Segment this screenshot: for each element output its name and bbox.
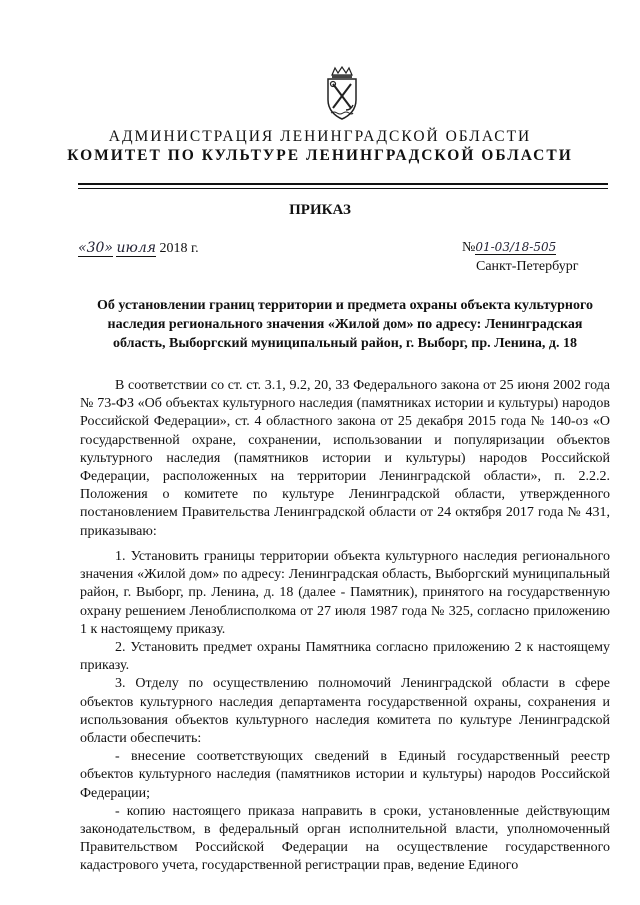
order-items: [80, 548, 610, 876]
number-prefix: №: [462, 240, 476, 255]
order-item-1: 1. Установить границы территории объекта культурного наследия регионального значения «Жилой дом» по адресу: Ленинградская область, Выборгский муниципальный район, г. Выборг, пр. Ленина, д. 18 (далее - Памятник), принятого на государственную охрану решением Леноблисполкома от 27 июля 1987 года № 325, согласно приложению 1 к настоящему приказу.: [80, 549, 610, 637]
header-divider-thick: [78, 183, 608, 185]
order-item-3: 3. Отделу по осуществлению полномочий Ленинградской области в сфере объектов культурного наследия департамента государственной охраны, сохранения и использования объектов культурного наследия комитета по культуре Ленинградской области обеспечить:: [80, 676, 610, 747]
order-subitem-1: - внесение соответствующих сведений в Единый государственный реестр объектов культурного наследия (памятников истории и культуры) народов Российской Федерации;: [80, 749, 610, 801]
preamble: [80, 377, 610, 541]
date-year: 2018 г.: [159, 241, 199, 256]
document-type: ПРИКАЗ: [289, 202, 351, 218]
document-city: Санкт-Петербург: [476, 259, 579, 274]
preamble-text: В соответствии со ст. ст. 3.1, 9.2, 20, 33 Федерального закона от 25 июня 2002 года № 73-ФЗ «Об объектах культурного наследия (памятниках истории и культуры) народов Российской Федерации», ст. 4 областного закона от 25 декабря 2015 года № 140-оз «О государственной охране, сохранении, использовании и популяризации объектов культурного наследия (памятников истории и культуры) народов Российской Федерации, расположенных на территории Ленинградской области», п. 2.2.2. Положения о комитете по культуре Ленинградской области, утвержденного постановлением Правительства Ленинградской области от 24 октября 2017 года № 431, приказываю:: [80, 378, 610, 539]
date-open-quote: «: [78, 240, 87, 256]
coat-of-arms-icon: [322, 66, 362, 120]
document-number: [462, 240, 556, 256]
order-item-2: 2. Установить предмет охраны Памятника согласно приложению 2 к настоящему приказу.: [80, 640, 610, 674]
header-divider-thin: [78, 188, 608, 189]
committee-name: КОМИТЕТ ПО КУЛЬТУРЕ ЛЕНИНГРАДСКОЙ ОБЛАСТИ: [67, 147, 573, 164]
organization-name: АДМИНИСТРАЦИЯ ЛЕНИНГРАДСКОЙ ОБЛАСТИ: [108, 128, 532, 145]
date-close-quote: »: [104, 240, 113, 256]
date-day: 30: [86, 240, 105, 256]
number-value: 01-03/18-505: [475, 240, 557, 254]
document-date: [78, 240, 199, 257]
order-subitem-2: - копию настоящего приказа направить в сроки, установленные действующим законодательством, в федеральный орган исполнительной власти, уполномоченный Правительством Российской Федерации на осуществление государственного кадастрового учета, государственной регистрации прав, ведение Единого: [80, 803, 610, 874]
document-title: Об установлении границ территории и предмета охраны объекта культурного наследия регионального значения «Жилой дом» по адресу: Ленинградская область, Выборгский муниципальный район, г. Выборг, пр. Ленина, д. 18: [97, 298, 593, 351]
date-month: июля: [116, 240, 157, 256]
